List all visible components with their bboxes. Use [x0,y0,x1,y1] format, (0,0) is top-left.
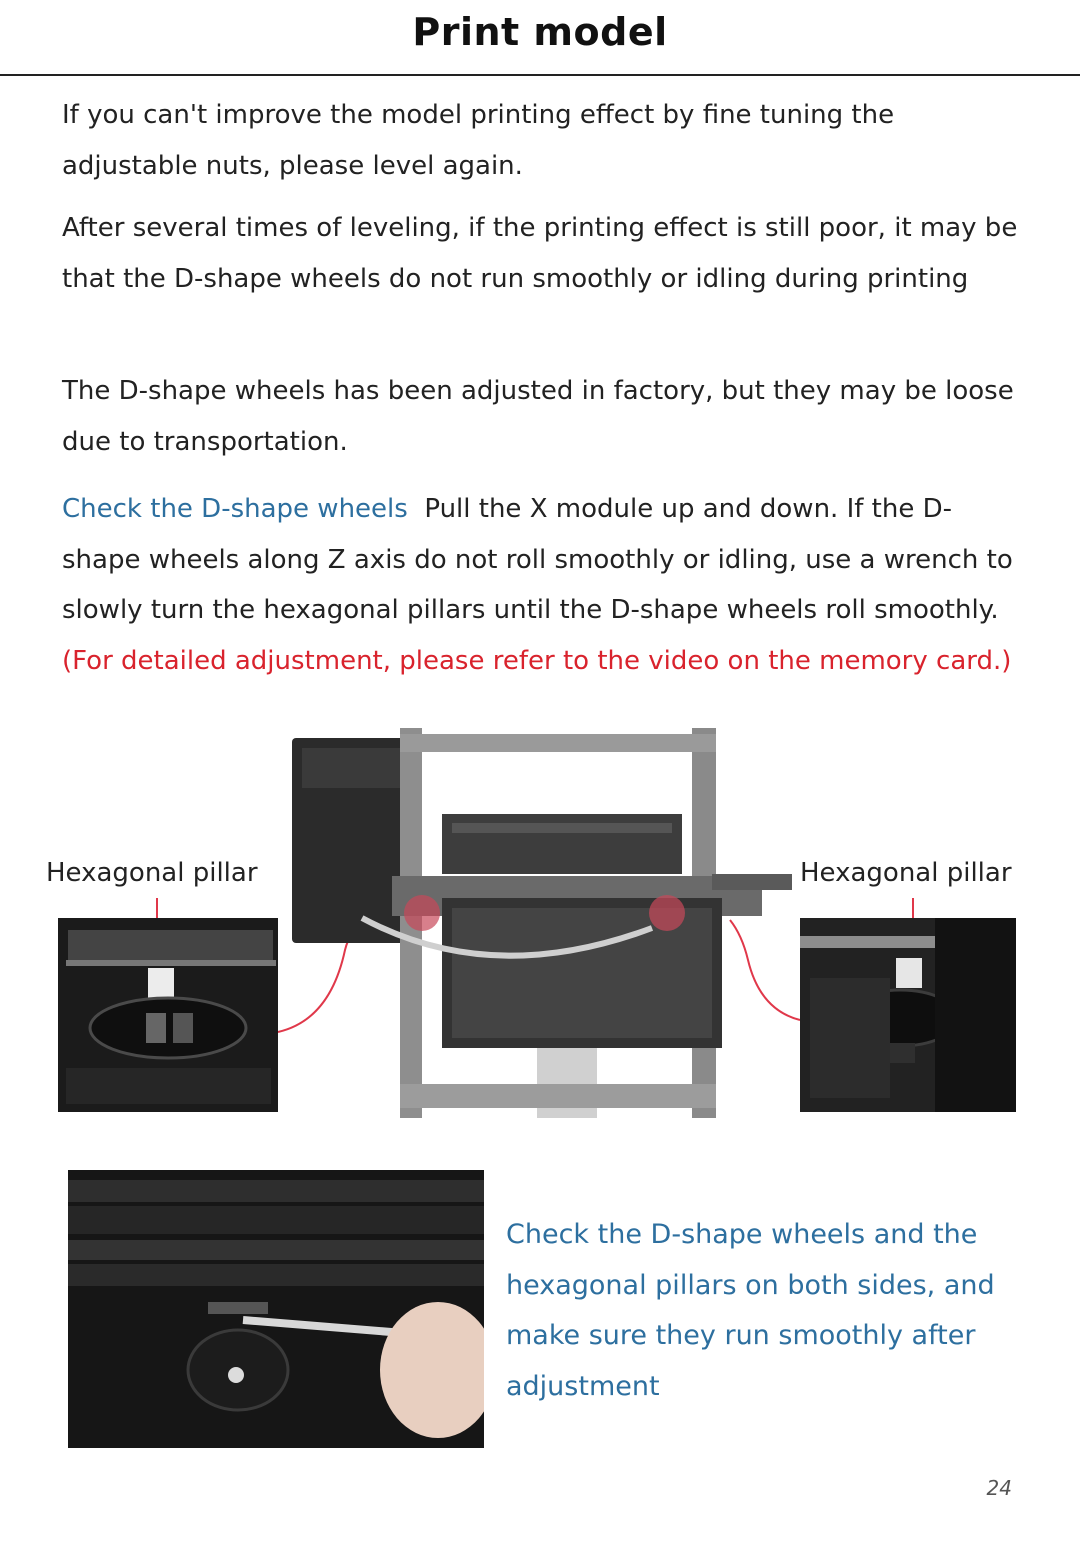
paragraph-leveling: After several times of leveling, if the printing effect is still poor, it may be that the D-shape wheels do not run smoothly or idling during printing [62,213,1018,294]
page-title: Print model [412,10,668,54]
hexagonal-pillar-label-right: Hexagonal pillar [800,858,1012,888]
figure-caption: Check the D-shape wheels and the hexagonal pillars on both sides, and make sure they run smoothly after adjustment [506,1219,995,1402]
wrench-adjustment-photo [68,1170,484,1448]
video-note: (For detailed adjustment, please refer to the video on the memory card.) [62,645,1012,676]
paragraph-factory-adjusted: The D-shape wheels has been adjusted in factory, but they may be loose due to transportation. [62,376,1014,457]
check-wheels-instructions: Pull the X module up and down. If the D-shape wheels along Z axis do not roll smoothly or idling, use a wrench to slowly turn the hexagonal pillars until the D-shape wheels roll smoothly. [62,494,1013,625]
check-wheels-heading: Check the D-shape wheels [62,494,408,524]
hexagonal-pillar-closeup-right [800,918,1016,1112]
paragraph-fine-tuning: If you can't improve the model printing effect by fine tuning the adjustable nuts, please level again. [62,100,895,181]
hexagonal-pillar-closeup-left [58,918,278,1112]
hexagonal-pillar-label-left: Hexagonal pillar [46,858,258,888]
printer-frame-photo [292,728,792,1118]
page-number: 24 [986,1476,1012,1500]
